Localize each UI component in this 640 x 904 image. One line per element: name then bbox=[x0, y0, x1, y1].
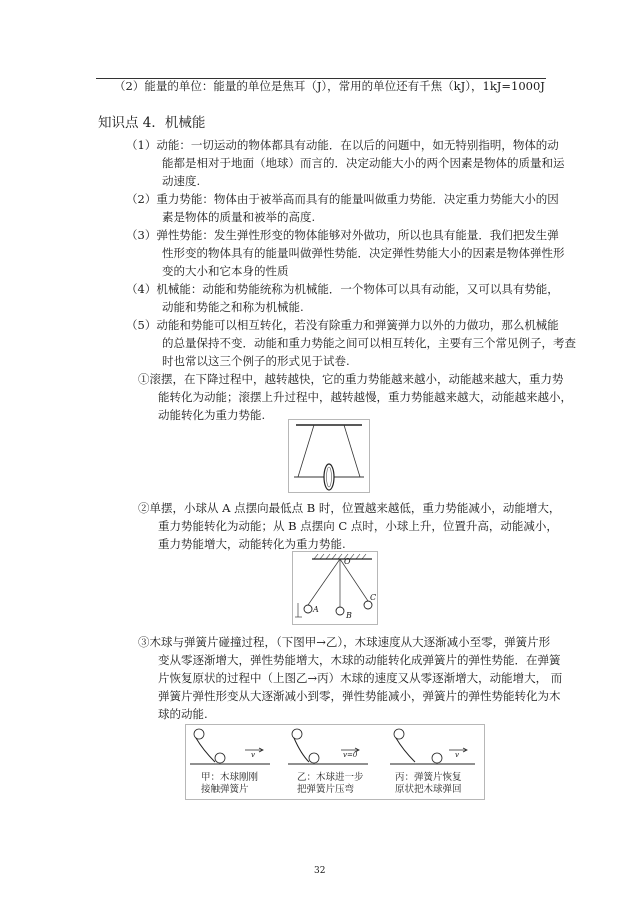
maxwell-wheel-figure bbox=[288, 419, 370, 493]
e1-line-1: ①滚摆，在下降过程中，越转越快，它的重力势能越来越小，动能越来越大，重力势 bbox=[138, 372, 564, 386]
p1-line-2: 能都是相对于地面（地球）而言的．决定动能大小的两个因素是物体的质量和运 bbox=[162, 156, 565, 170]
pendulum-figure bbox=[292, 551, 378, 625]
p1-line-3: 动速度. bbox=[162, 174, 201, 188]
p2-line-1: （2）重力势能：物体由于被举高而具有的能量叫做重力势能．决定重力势能大小的因 bbox=[126, 192, 559, 206]
label-o: O bbox=[344, 557, 351, 566]
e3-line-1: ③木球与弹簧片碰撞过程，（下图甲→乙），木球速度从大逐渐减小至零，弹簧片形 bbox=[138, 635, 551, 649]
e3-line-5: 球的动能. bbox=[158, 707, 208, 721]
p4-line-1: （4）机械能：动能和势能统称为机械能．一个物体可以具有动能，又可以具有势能， bbox=[126, 282, 559, 296]
caption-jia-2: 接触弹簧片 bbox=[201, 784, 249, 795]
p2-line-2: 素是物体的质量和被举的高度. bbox=[162, 210, 316, 224]
section-title: 知识点 4．机械能 bbox=[98, 115, 206, 131]
e2-line-2: 重力势能转化为动能；从 B 点摆向 C 点时，小球上升，位置升高，动能减小， bbox=[158, 519, 558, 533]
caption-jia-1: 甲：木球刚刚 bbox=[201, 772, 259, 783]
p3-line-1: （3）弹性势能：发生弹性形变的物体能够对外做功，所以也具有能量．我们把发生弹 bbox=[126, 228, 559, 242]
e3-line-4: 弹簧片弹性形变从大逐渐减小到零，弹性势能减小，弹簧片的弹性势能转化为木 bbox=[158, 689, 561, 703]
e2-line-1: ②单摆，小球从 A 点摆向最低点 B 时，位置越来越低，重力势能减小，动能增大， bbox=[138, 501, 561, 515]
e1-line-3: 动能转化为重力势能. bbox=[158, 408, 266, 422]
label-a: A bbox=[313, 605, 319, 614]
header-line: （2）能量的单位：能量的单位是焦耳（J），常用的单位还有千焦（kJ），1kJ=1000J bbox=[114, 79, 545, 93]
e3-line-3: 片恢复原状的过程中（上图乙→丙）木球的速度又从零逐渐增大，动能增大， 而 bbox=[158, 671, 563, 685]
p3-line-3: 变的大小和它本身的性质 bbox=[162, 264, 289, 278]
page-number: 32 bbox=[314, 866, 326, 876]
label-b: B bbox=[346, 611, 352, 620]
p5-line-2: 的总量保持不变．动能和重力势能之间可以相互转化，主要有三个常见例子，考查 bbox=[162, 336, 576, 350]
caption-bing-1: 丙：弹簧片恢复 bbox=[395, 772, 462, 783]
e2-line-3: 重力势能增大，动能转化为重力势能. bbox=[158, 537, 346, 551]
p4-line-2: 动能和势能之和称为机械能. bbox=[162, 300, 304, 314]
arrow-label-3: v bbox=[455, 751, 459, 759]
p5-line-3: 时也常以这三个例子的形式见于试卷. bbox=[162, 354, 350, 368]
caption-yi-2: 把弹簧片压弯 bbox=[297, 784, 355, 795]
spring-figure bbox=[185, 724, 485, 800]
e3-line-2: 变从零逐渐增大，弹性势能增大，木球的动能转化成弹簧片的弹性势能．在弹簧 bbox=[158, 653, 561, 667]
label-c: C bbox=[370, 593, 377, 602]
arrow-label-2: v=0 bbox=[343, 751, 358, 759]
caption-yi-1: 乙：木球进一步 bbox=[297, 772, 364, 783]
p3-line-2: 性形变的物体具有的能量叫做弹性势能．决定弹性势能大小的因素是物体弹性形 bbox=[162, 246, 565, 260]
arrow-label-1: v bbox=[251, 751, 255, 759]
caption-bing-2: 原状把木球弹回 bbox=[395, 784, 462, 795]
p1-line-1: （1）动能：一切运动的物体都具有动能．在以后的问题中，如无特别指明，物体的动 bbox=[126, 138, 559, 152]
p5-line-1: （5）动能和势能可以相互转化，若没有除重力和弹簧弹力以外的力做功，那么机械能 bbox=[126, 318, 559, 332]
e1-line-2: 能转化为动能；滚摆上升过程中，越转越慢，重力势能越来越大，动能越来越小， bbox=[158, 390, 572, 404]
